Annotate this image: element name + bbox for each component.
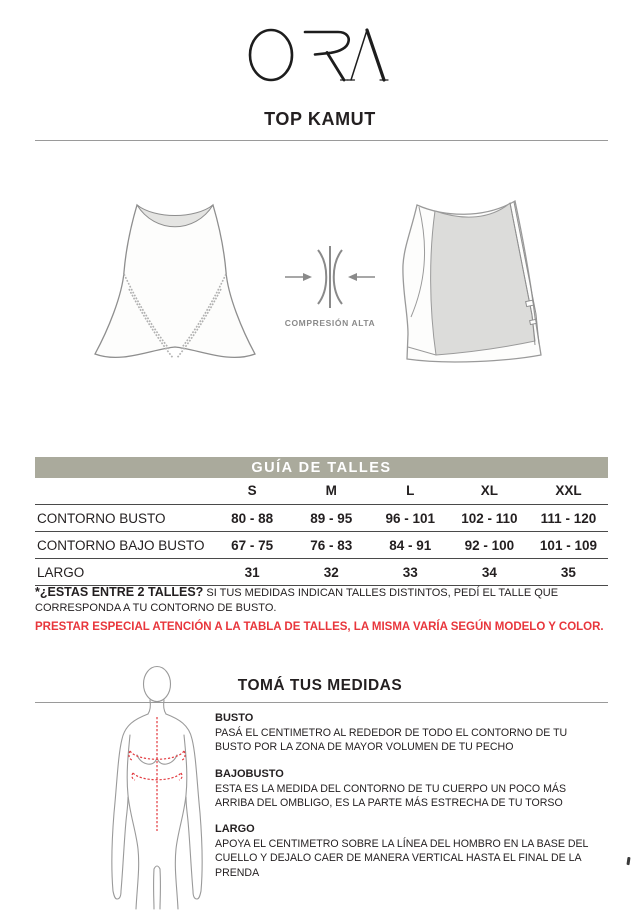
row-label: CONTORNO BUSTO (35, 505, 213, 532)
size-value: 89 - 95 (292, 505, 371, 532)
compression-icon (282, 245, 378, 311)
size-value: 34 (450, 559, 529, 586)
size-guide-header (35, 457, 608, 478)
list-item (215, 768, 603, 811)
size-col-header: M (292, 478, 371, 505)
size-notes (35, 584, 613, 635)
page-title: TOP KAMUT (264, 109, 376, 129)
measurement-instructions (215, 712, 603, 893)
list-item (215, 712, 603, 755)
measurement-text: APOYA EL CENTIMETRO SOBRE LA LÍNEA DEL HOMBRO EN LA BASE DEL CUELLO Y DEJALO CAER DE MANERA VERTICAL HASTA EL FINAL DE LA PRENDA (215, 838, 589, 879)
size-value: 33 (371, 559, 450, 586)
between-sizes-text: SI TUS MEDIDAS INDICAN TALLES DISTINTOS, PEDÍ EL TALLE QUE CORRESPONDA A TU CONTORNO DE BUSTO. (35, 587, 559, 614)
compression-indicator (278, 245, 382, 328)
list-item (215, 823, 603, 880)
measurement-label: BAJOBUSTO (215, 767, 284, 780)
size-col-header: S (213, 478, 292, 505)
size-value: 76 - 83 (292, 532, 371, 559)
size-value: 35 (529, 559, 608, 586)
between-sizes-note (35, 584, 613, 615)
top-back-illustration (389, 189, 547, 367)
table-row (35, 559, 608, 586)
size-value: 67 - 75 (213, 532, 292, 559)
size-value: 84 - 91 (371, 532, 450, 559)
measurements-title: TOMÁ TUS MEDIDAS (237, 677, 403, 694)
table-row (35, 532, 608, 559)
size-col-header: XXL (529, 478, 608, 505)
size-col-header: XL (450, 478, 529, 505)
size-value: 32 (292, 559, 371, 586)
body-figure-illustration (97, 663, 227, 911)
size-value: 96 - 101 (371, 505, 450, 532)
size-value: 92 - 100 (450, 532, 529, 559)
top-front-illustration (80, 192, 270, 364)
size-guide-title: GUÍA DE TALLES (251, 459, 392, 476)
row-label: CONTORNO BAJO BUSTO (35, 532, 213, 559)
size-value: 80 - 88 (213, 505, 292, 532)
size-value: 102 - 110 (450, 505, 529, 532)
measurement-label: LARGO (215, 823, 255, 836)
size-col-header: L (371, 478, 450, 505)
measurement-text: ESTA ES LA MEDIDA DEL CONTORNO DE TU CUERPO UN POCO MÁS ARRIBA DEL OMBLIGO, ES LA PARTE MÁS ESTRECHA DE TU TORSO (215, 782, 567, 809)
size-table (35, 478, 608, 586)
size-value: 101 - 109 (529, 532, 608, 559)
row-label: LARGO (35, 559, 213, 586)
size-value: 31 (213, 559, 292, 586)
between-sizes-question: *¿ESTAS ENTRE 2 TALLES? (35, 585, 204, 599)
ora-logo-icon (245, 22, 395, 84)
divider (35, 140, 608, 141)
size-table-header-row (35, 478, 608, 505)
compression-label: COMPRESIÓN ALTA (284, 318, 376, 328)
size-table-corner (35, 478, 213, 505)
stray-mark (626, 857, 630, 865)
table-row (35, 505, 608, 532)
size-value: 111 - 120 (529, 505, 608, 532)
brand-logo (245, 22, 395, 89)
measurement-label: BUSTO (215, 712, 254, 724)
measurement-text: PASÁ EL CENTIMETRO AL REDEDOR DE TODO EL CONTORNO DE TU BUSTO POR LA ZONA DE MAYOR VOLUMEN DE TU PECHO (215, 727, 568, 754)
warning-note: PRESTAR ESPECIAL ATENCIÓN A LA TABLA DE TALLES, LA MISMA VARÍA SEGÚN MODELO Y COLOR. (35, 621, 604, 634)
